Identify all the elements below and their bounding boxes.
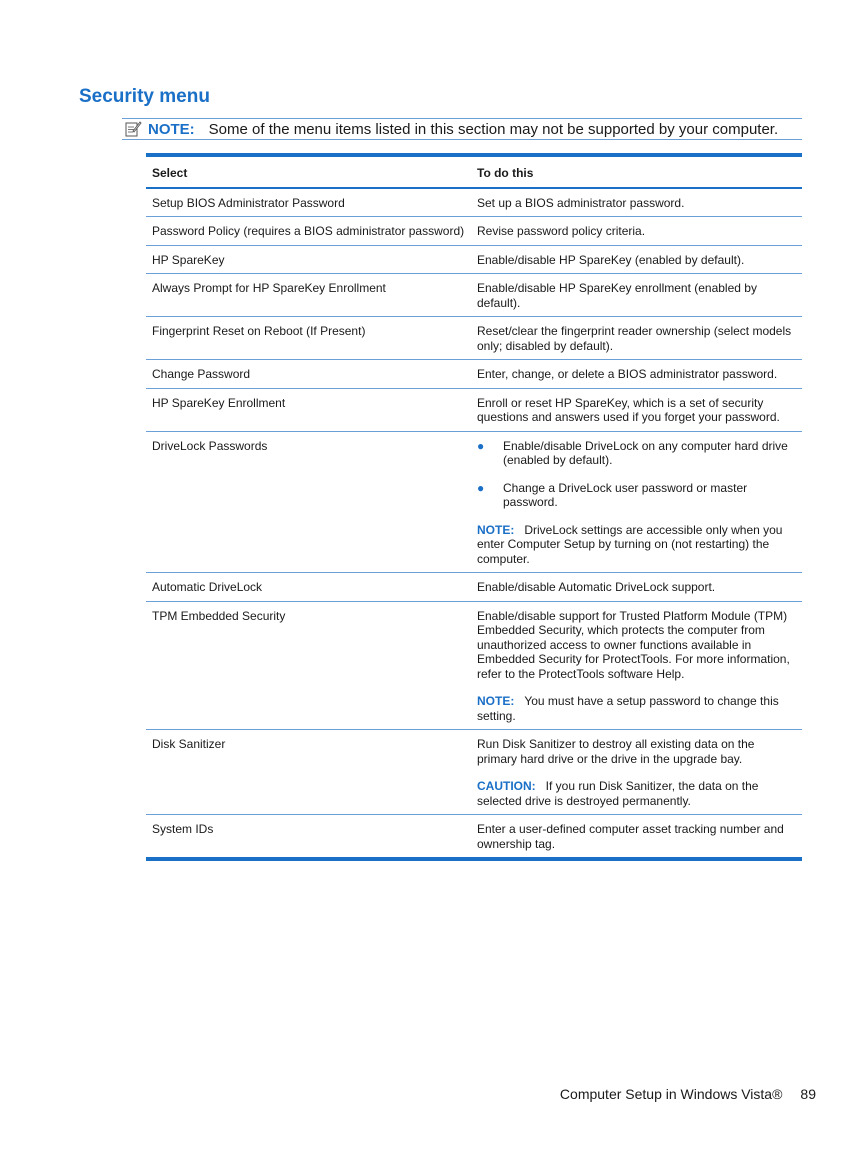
page-note bbox=[122, 118, 802, 140]
table-body bbox=[146, 189, 802, 858]
bullet-item bbox=[477, 439, 796, 468]
bullet-dot-icon: ● bbox=[477, 480, 485, 495]
cell-select: Fingerprint Reset on Reboot (If Present) bbox=[152, 324, 366, 338]
bullet-text: Change a DriveLock user password or master password. bbox=[503, 480, 748, 509]
bullet-dot-icon: ● bbox=[477, 438, 485, 453]
cell-select: HP SpareKey bbox=[152, 252, 225, 267]
header-to-do-this: To do this bbox=[477, 166, 534, 180]
description-text: Enroll or reset HP SpareKey, which is a set of security questions and answers used if you forget your password. bbox=[477, 395, 780, 424]
description-text: Revise password policy criteria. bbox=[477, 224, 646, 238]
cell-select: Always Prompt for HP SpareKey Enrollment bbox=[152, 281, 386, 295]
cell-note-text: If you run Disk Sanitizer, the data on the selected drive is destroyed permanently. bbox=[477, 779, 759, 808]
description-text: Enable/disable Automatic DriveLock support. bbox=[477, 580, 716, 594]
cell-select: Password Policy (requires a BIOS administrator password) bbox=[152, 224, 465, 238]
cell-note-label: NOTE: bbox=[477, 694, 515, 708]
bullet-item bbox=[477, 481, 796, 510]
cell-description bbox=[477, 396, 802, 425]
cell-select: DriveLock Passwords bbox=[152, 438, 268, 453]
table-row bbox=[146, 389, 802, 432]
note-text: Some of the menu items listed in this section may not be supported by your computer. bbox=[208, 120, 779, 138]
table-row bbox=[146, 189, 802, 218]
cell-description bbox=[477, 281, 802, 310]
table-row bbox=[146, 360, 802, 389]
cell-note-label: NOTE: bbox=[477, 522, 515, 537]
cell-description bbox=[477, 224, 802, 239]
table-row bbox=[146, 815, 802, 857]
cell-note-text: You must have a setup password to change this setting. bbox=[477, 694, 779, 723]
cell-select: Setup BIOS Administrator Password bbox=[152, 195, 345, 210]
description-text: Enter, change, or delete a BIOS administrator password. bbox=[477, 367, 778, 381]
cell-select: System IDs bbox=[152, 822, 214, 836]
cell-description bbox=[477, 367, 802, 382]
description-text: Run Disk Sanitizer to destroy all existing data on the primary hard drive or the drive in the upgrade bay. bbox=[477, 737, 755, 766]
table-row bbox=[146, 573, 802, 602]
cell-description bbox=[477, 439, 802, 567]
table-row bbox=[146, 730, 802, 815]
table-row bbox=[146, 317, 802, 360]
description-text: Enable/disable HP SpareKey enrollment (enabled by default). bbox=[477, 281, 757, 310]
cell-note bbox=[477, 779, 796, 808]
table-header bbox=[146, 157, 802, 189]
page-footer bbox=[560, 1086, 816, 1102]
cell-select: HP SpareKey Enrollment bbox=[152, 395, 286, 410]
table-row bbox=[146, 246, 802, 275]
cell-description bbox=[477, 737, 802, 808]
table-row bbox=[146, 217, 802, 246]
description-text: Reset/clear the fingerprint reader ownership (select models only; disabled by default). bbox=[477, 324, 792, 353]
cell-select: TPM Embedded Security bbox=[152, 608, 286, 623]
cell-description bbox=[477, 196, 802, 211]
cell-select: Change Password bbox=[152, 367, 251, 381]
footer-title: Computer Setup in Windows Vista® bbox=[559, 1086, 783, 1102]
cell-note-label: CAUTION: bbox=[477, 779, 536, 793]
cell-description bbox=[477, 580, 802, 595]
bullet-text: Enable/disable DriveLock on any computer hard drive (enabled by default). bbox=[503, 438, 788, 467]
description-text: Enter a user-defined computer asset tracking number and ownership tag. bbox=[477, 822, 784, 851]
page-number: 89 bbox=[800, 1086, 816, 1102]
cell-description bbox=[477, 324, 802, 353]
table-row bbox=[146, 274, 802, 317]
cell-description bbox=[477, 253, 802, 268]
cell-select: Automatic DriveLock bbox=[152, 580, 263, 594]
description-text: Enable/disable support for Trusted Platform Module (TPM) Embedded Security, which protects the computer from unauthorized access to owner functions available in Embedded Security for ProtectTools. For more information, refer to the ProtectTools software Help. bbox=[477, 608, 790, 681]
cell-note-text: DriveLock settings are accessible only when you enter Computer Setup by turning on (not restarting) the computer. bbox=[477, 522, 783, 566]
cell-select: Disk Sanitizer bbox=[152, 737, 226, 751]
cell-note bbox=[477, 694, 796, 723]
cell-note bbox=[477, 523, 796, 567]
description-text: Enable/disable HP SpareKey (enabled by default). bbox=[477, 252, 745, 267]
cell-description bbox=[477, 609, 802, 724]
header-select: Select bbox=[152, 166, 188, 180]
note-label: NOTE: bbox=[148, 120, 195, 138]
table-row bbox=[146, 432, 802, 574]
bullet-list bbox=[477, 439, 796, 510]
cell-description bbox=[477, 822, 802, 851]
note-pencil-icon bbox=[124, 120, 142, 138]
description-text: Set up a BIOS administrator password. bbox=[477, 195, 685, 210]
security-menu-table bbox=[146, 153, 802, 861]
section-title: Security menu bbox=[79, 86, 210, 107]
table-row bbox=[146, 602, 802, 731]
